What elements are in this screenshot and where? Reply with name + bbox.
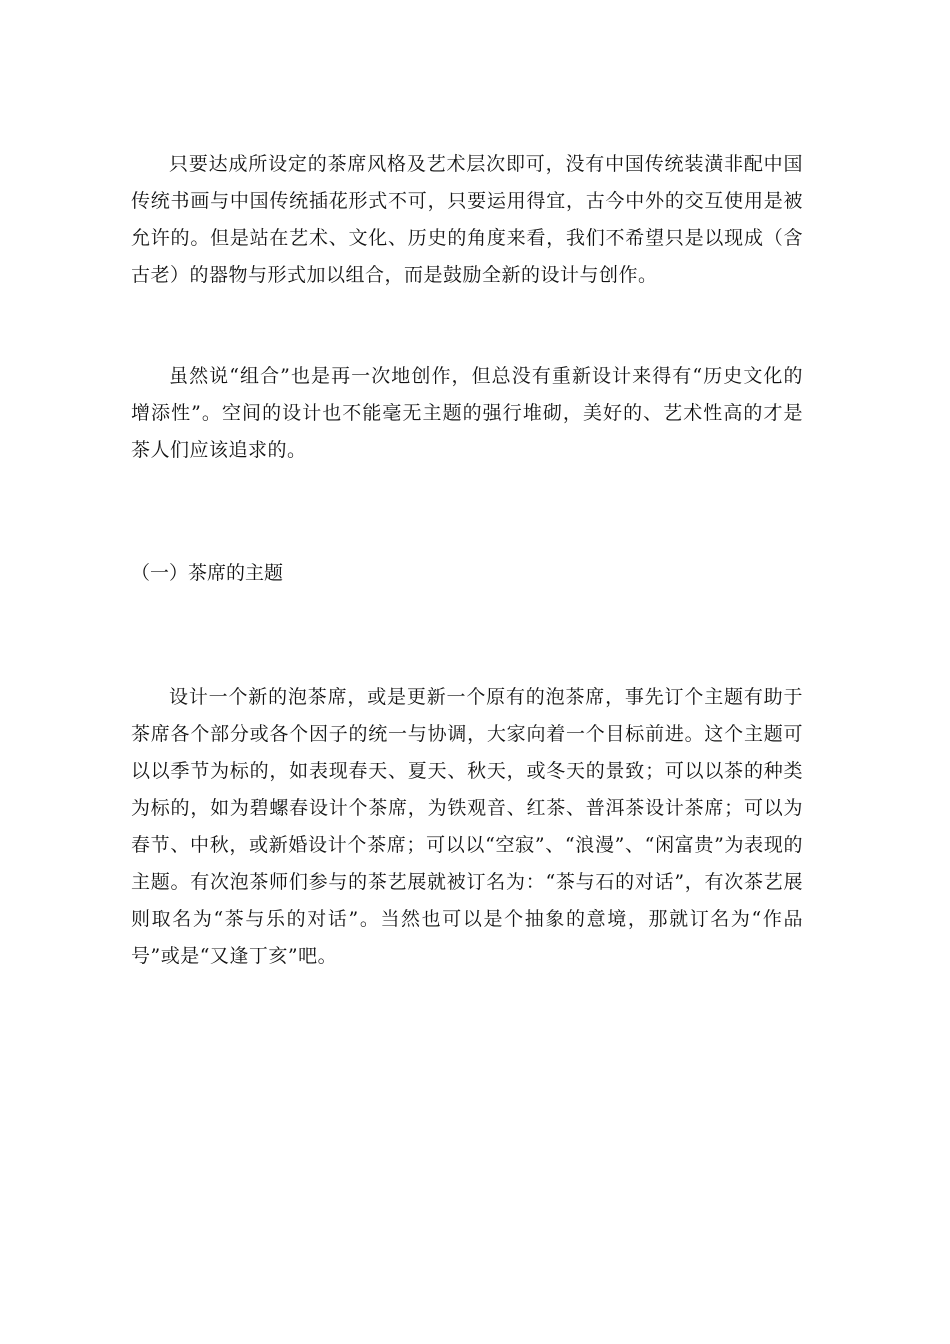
paragraph-3: 设计一个新的泡茶席，或是更新一个原有的泡茶席，事先订个主题有助于茶席各个部分或各个因子的统一与协调，大家向着一个目标前进。这个主题可以以季节为标的，如表现春天、夏天、秋天，或冬天的景致；可以以茶的种类为标的，如为碧螺春设计个茶席，为铁观音、红茶、普洱茶设计茶席；可以为春节、中秋，或新婚设计个茶席；可以以“空寂”、“浪漫”、“闲富贵”为表现的主题。有次泡茶师们参与的茶艺展就被订名为：“茶与石的对话”，有次茶艺展则取名为“茶与乐的对话”。当然也可以是个抽象的意境，那就订名为“作品 号”或是“又逢丁亥”吧。 bbox=[131, 686, 843, 967]
section-heading: （一）茶席的主题 bbox=[131, 562, 284, 584]
paragraph-2: 虽然说“组合”也是再一次地创作，但总没有重新设计来得有“历史文化的增添性”。空间的设计也不能毫无主题的强行堆砌，美好的、艺术性高的才是茶人们应该追求的。 bbox=[131, 365, 803, 461]
paragraph-1: 只要达成所设定的茶席风格及艺术层次即可，没有中国传统装潢非配中国传统书画与中国传统插花形式不可，只要运用得宜，古今中外的交互使用是被允许的。但是站在艺术、文化、历史的角度来看，我们不希望只是以现成（含古老）的器物与形式加以组合，而是鼓励全新的设计与创作。 bbox=[131, 153, 803, 286]
